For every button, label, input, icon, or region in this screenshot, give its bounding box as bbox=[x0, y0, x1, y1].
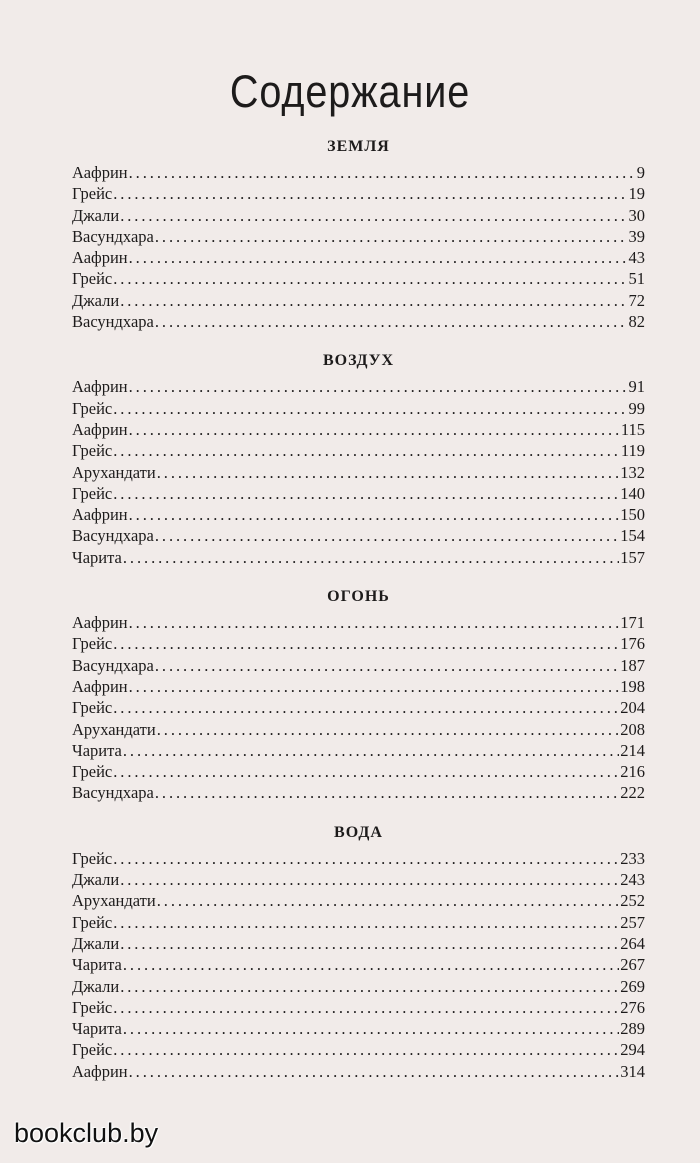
toc-entry bbox=[72, 655, 645, 676]
leader-dots bbox=[123, 547, 619, 568]
toc-entry bbox=[72, 205, 645, 226]
entry-title: Грейс bbox=[72, 634, 113, 654]
entry-page-number: 30 bbox=[628, 205, 645, 225]
entry-page-number: 289 bbox=[620, 1019, 645, 1039]
leader-dots bbox=[113, 697, 619, 718]
toc-entry bbox=[72, 462, 645, 483]
leader-dots bbox=[155, 311, 628, 332]
leader-dots bbox=[120, 869, 619, 890]
leader-dots bbox=[120, 290, 627, 311]
entry-page-number: 208 bbox=[620, 719, 645, 739]
entry-title: Джали bbox=[72, 933, 120, 953]
entry-page-number: 269 bbox=[620, 976, 645, 996]
toc-entry bbox=[72, 761, 645, 782]
entry-page-number: 51 bbox=[628, 269, 645, 289]
toc-entry bbox=[72, 268, 645, 289]
entry-page-number: 204 bbox=[620, 698, 645, 718]
leader-dots bbox=[113, 183, 627, 204]
leader-dots bbox=[129, 1061, 620, 1082]
toc-entry bbox=[72, 1039, 645, 1060]
entry-page-number: 276 bbox=[620, 997, 645, 1017]
toc-entry bbox=[72, 376, 645, 397]
entry-title: Арухандати bbox=[72, 719, 156, 739]
entry-title: Джали bbox=[72, 290, 120, 310]
entry-title: Грейс bbox=[72, 698, 113, 718]
toc-entry bbox=[72, 419, 645, 440]
leader-dots bbox=[155, 782, 619, 803]
entry-page-number: 91 bbox=[628, 377, 645, 397]
leader-dots bbox=[155, 226, 628, 247]
leader-dots bbox=[113, 268, 627, 289]
site-watermark: bookclub.by bbox=[14, 1118, 159, 1148]
entry-page-number: 176 bbox=[620, 634, 645, 654]
entry-title: Чарита bbox=[72, 740, 122, 760]
entry-page-number: 171 bbox=[620, 613, 645, 633]
leader-dots bbox=[120, 205, 627, 226]
entry-title: Грейс bbox=[72, 483, 113, 503]
entry-title: Васундхара bbox=[72, 783, 154, 803]
entry-page-number: 257 bbox=[620, 912, 645, 932]
section-heading: ЗЕМЛЯ bbox=[327, 138, 390, 155]
toc-entry bbox=[72, 997, 645, 1018]
toc-entry bbox=[72, 954, 645, 975]
toc-entry bbox=[72, 290, 645, 311]
leader-dots bbox=[157, 462, 620, 483]
entry-page-number: 243 bbox=[620, 870, 645, 890]
toc-entry bbox=[72, 226, 645, 247]
entry-title: Грейс bbox=[72, 1040, 113, 1060]
toc-entry bbox=[72, 740, 645, 761]
toc-entry bbox=[72, 547, 645, 568]
toc-entry bbox=[72, 1018, 645, 1039]
entry-page-number: 267 bbox=[620, 955, 645, 975]
leader-dots bbox=[113, 483, 619, 504]
toc-entry bbox=[72, 890, 645, 911]
leader-dots bbox=[120, 976, 619, 997]
leader-dots bbox=[123, 740, 619, 761]
entry-page-number: 314 bbox=[620, 1061, 645, 1081]
toc-entry bbox=[72, 525, 645, 546]
section-heading: ОГОНЬ bbox=[327, 588, 390, 606]
entry-page-number: 39 bbox=[628, 226, 645, 246]
entry-title: Грейс bbox=[72, 848, 113, 868]
entry-page-number: 157 bbox=[620, 547, 645, 567]
leader-dots bbox=[113, 440, 620, 461]
entry-title: Грейс bbox=[72, 398, 113, 418]
toc-entry bbox=[72, 162, 645, 183]
entry-title: Васундхара bbox=[72, 655, 154, 675]
toc-section-fire bbox=[72, 582, 645, 804]
entry-title: Грейс bbox=[72, 269, 113, 289]
leader-dots bbox=[113, 633, 619, 654]
entry-title: Чарита bbox=[72, 1019, 122, 1039]
entry-page-number: 43 bbox=[628, 248, 645, 268]
entry-page-number: 119 bbox=[620, 441, 645, 461]
entry-title: Джали bbox=[72, 976, 120, 996]
leader-dots bbox=[129, 419, 620, 440]
leader-dots bbox=[113, 848, 619, 869]
entry-title: Чарита bbox=[72, 955, 122, 975]
toc-entry bbox=[72, 912, 645, 933]
entry-title: Арухандати bbox=[72, 462, 156, 482]
entry-title: Арухандати bbox=[72, 891, 156, 911]
leader-dots bbox=[113, 912, 619, 933]
entry-title: Васундхара bbox=[72, 526, 154, 546]
entry-title: Аафрин bbox=[72, 163, 128, 182]
toc-entry bbox=[72, 247, 645, 268]
entry-title: Грейс bbox=[72, 912, 113, 932]
entry-page-number: 150 bbox=[620, 505, 645, 525]
entry-page-number: 222 bbox=[620, 783, 645, 803]
table-of-contents bbox=[72, 132, 645, 1082]
leader-dots bbox=[129, 247, 628, 268]
entry-title: Аафрин bbox=[72, 248, 128, 268]
entry-title: Грейс bbox=[72, 441, 113, 461]
entry-page-number: 294 bbox=[620, 1040, 645, 1060]
entry-title: Аафрин bbox=[72, 505, 128, 525]
toc-entry bbox=[72, 719, 645, 740]
toc-entry bbox=[72, 633, 645, 654]
toc-entry bbox=[72, 697, 645, 718]
entry-title: Аафрин bbox=[72, 377, 128, 397]
toc-entry bbox=[72, 612, 645, 633]
toc-entry bbox=[72, 676, 645, 697]
leader-dots bbox=[113, 997, 619, 1018]
entry-title: Васундхара bbox=[72, 226, 154, 246]
section-heading: ВОЗДУХ bbox=[322, 352, 395, 370]
entry-title: Аафрин bbox=[72, 613, 128, 633]
entry-title: Аафрин bbox=[72, 419, 128, 439]
entry-page-number: 233 bbox=[620, 848, 645, 868]
leader-dots bbox=[157, 890, 620, 911]
leader-dots bbox=[157, 719, 620, 740]
entry-title: Джали bbox=[72, 870, 120, 890]
leader-dots bbox=[120, 933, 619, 954]
entry-title: Грейс bbox=[72, 762, 113, 782]
leader-dots bbox=[129, 612, 620, 633]
entry-page-number: 187 bbox=[620, 655, 645, 675]
entry-page-number: 72 bbox=[628, 290, 645, 310]
leader-dots bbox=[113, 398, 627, 419]
entry-title: Васундхара bbox=[72, 312, 154, 332]
toc-entry bbox=[72, 1061, 645, 1082]
leader-dots bbox=[129, 162, 636, 183]
leader-dots bbox=[129, 504, 620, 525]
entry-page-number: 252 bbox=[620, 891, 645, 911]
entry-page-number: 154 bbox=[620, 526, 645, 546]
entry-title: Чарита bbox=[72, 547, 122, 567]
entry-page-number: 216 bbox=[620, 762, 645, 782]
toc-entry bbox=[72, 976, 645, 997]
entry-page-number: 264 bbox=[620, 933, 645, 953]
entry-page-number: 198 bbox=[620, 676, 645, 696]
leader-dots bbox=[113, 1039, 619, 1060]
entry-page-number: 99 bbox=[628, 398, 645, 418]
toc-section-air bbox=[72, 346, 645, 568]
toc-entry bbox=[72, 183, 645, 204]
toc-section-earth bbox=[72, 132, 645, 332]
entry-page-number: 214 bbox=[620, 740, 645, 760]
leader-dots bbox=[155, 655, 619, 676]
entry-page-number: 115 bbox=[620, 419, 645, 439]
leader-dots bbox=[129, 376, 628, 397]
entry-title: Аафрин bbox=[72, 1061, 128, 1081]
page-title: Содержание bbox=[229, 66, 471, 117]
toc-entry bbox=[72, 504, 645, 525]
toc-entry bbox=[72, 311, 645, 332]
toc-entry bbox=[72, 848, 645, 869]
toc-section-water bbox=[72, 818, 645, 1082]
toc-entry bbox=[72, 440, 645, 461]
toc-entry bbox=[72, 483, 645, 504]
toc-entry bbox=[72, 869, 645, 890]
leader-dots bbox=[155, 525, 619, 546]
section-heading: ВОДА bbox=[334, 823, 383, 841]
entry-page-number: 19 bbox=[628, 184, 645, 204]
entry-page-number: 9 bbox=[636, 163, 645, 182]
toc-entry bbox=[72, 398, 645, 419]
entry-page-number: 82 bbox=[628, 312, 645, 332]
entry-title: Джали bbox=[72, 205, 120, 225]
leader-dots bbox=[113, 761, 619, 782]
toc-entry bbox=[72, 933, 645, 954]
leader-dots bbox=[123, 954, 619, 975]
leader-dots bbox=[129, 676, 620, 697]
entry-title: Грейс bbox=[72, 997, 113, 1017]
leader-dots bbox=[123, 1018, 619, 1039]
toc-entry bbox=[72, 782, 645, 803]
entry-page-number: 132 bbox=[620, 462, 645, 482]
entry-title: Грейс bbox=[72, 184, 113, 204]
entry-page-number: 140 bbox=[620, 483, 645, 503]
entry-title: Аафрин bbox=[72, 676, 128, 696]
